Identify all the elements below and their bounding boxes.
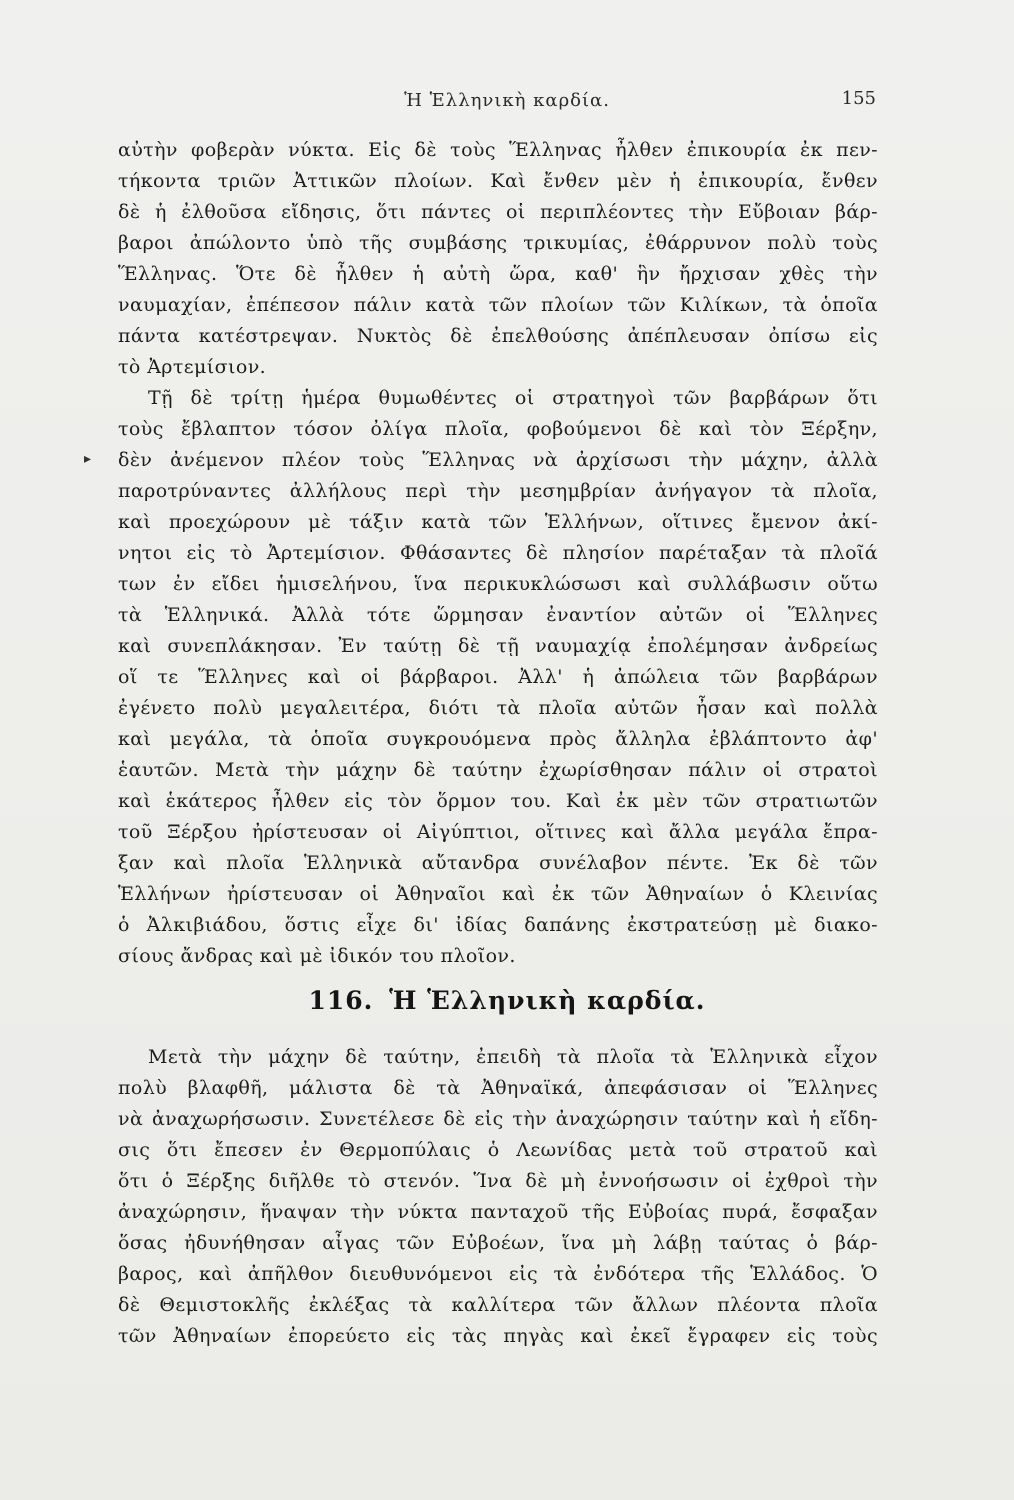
text-line: ὅτι ὁ Ξέρξης διῆλθε τὸ στενόν. Ἵνα δὲ μὴ ἐννοήσωσιν οἱ ἐχθροὶ τὴν — [118, 1170, 878, 1192]
text-block-after-section — [118, 1042, 878, 1352]
text-line: τήκοντα τριῶν Ἀττικῶν πλοίων. Καὶ ἔνθεν μὲν ἡ ἐπικουρία, ἔνθεν — [118, 170, 878, 192]
text-line: δὲν ἀνέμενον πλέον τοὺς Ἕλληνας νὰ ἀρχίσωσι τὴν μάχην, ἀλλὰ — [118, 449, 878, 471]
text-line: οἵ τε Ἕλληνες καὶ οἱ βάρβαροι. Ἀλλ' ἡ ἀπώλεια τῶν βαρβάρων — [118, 666, 878, 688]
text-line: δὲ Θεμιστοκλῆς ἐκλέξας τὰ καλλίτερα τῶν ἄλλων πλέοντα πλοῖα — [118, 1294, 878, 1316]
text-line: σις ὅτι ἔπεσεν ἐν Θερμοπύλαις ὁ Λεωνίδας μετὰ τοῦ στρατοῦ καὶ — [118, 1139, 878, 1161]
text-line: ξαν καὶ πλοῖα Ἑλληνικὰ αὔτανδρα συνέλαβον πέντε. Ἐκ δὲ τῶν — [118, 852, 878, 874]
text-block-before-section — [118, 135, 878, 972]
text-line: παροτρύναντες ἀλλήλους περὶ τὴν μεσημβρίαν ἀνήγαγον τὰ πλοῖα, — [118, 480, 878, 502]
text-line: Μετὰ τὴν μάχην δὲ ταύτην, ἐπειδὴ τὰ πλοῖα τὰ Ἑλληνικὰ εἶχον — [148, 1046, 878, 1068]
text-line: βαροι ἀπώλοντο ὑπὸ τῆς συμβάσης τρικυμίας, ἐθάρρυνον πολὺ τοὺς — [118, 232, 878, 254]
text-line: ὅσας ἠδυνήθησαν αἶγας τῶν Εὐβοέων, ἵνα μὴ λάβῃ ταύτας ὁ βάρ- — [118, 1232, 878, 1254]
text-line: τῶν Ἀθηναίων ἐπορεύετο εἰς τὰς πηγὰς καὶ ἐκεῖ ἔγραφεν εἰς τοὺς — [118, 1325, 878, 1347]
text-line: τοὺς ἔβλαπτον τόσον ὀλίγα πλοῖα, φοβούμενοι δὲ καὶ τὸν Ξέρξην, — [118, 418, 878, 440]
text-line: ναυμαχίαν, ἐπέπεσον πάλιν κατὰ τῶν πλοίων τῶν Κιλίκων, τὰ ὁποῖα — [118, 294, 878, 316]
text-line: ἀναχώρησιν, ἥναψαν τὴν νύκτα πανταχοῦ τῆς Εὐβοίας πυρά, ἔσφαξαν — [118, 1201, 878, 1223]
text-line: Τῇ δὲ τρίτῃ ἡμέρα θυμωθέντες οἱ στρατηγοὶ τῶν βαρβάρων ὅτι — [148, 387, 878, 409]
text-line: τοῦ Ξέρξου ἠρίστευσαν οἱ Αἰγύπτιοι, οἵτινες καὶ ἄλλα μεγάλα ἔπρα- — [118, 821, 878, 843]
text-line: δὲ ἡ ἐλθοῦσα εἴδησις, ὅτι πάντες οἱ περιπλέοντες τὴν Εὔβοιαν βάρ- — [118, 201, 878, 223]
text-line: καὶ συνεπλάκησαν. Ἐν ταύτῃ δὲ τῇ ναυμαχίᾳ ἐπολέμησαν ἀνδρείως — [118, 635, 878, 657]
running-head — [0, 90, 1014, 118]
section-heading — [0, 986, 1014, 1015]
text-line: νητοι εἰς τὸ Ἀρτεμίσιον. Φθάσαντες δὲ πλησίον παρέταξαν τὰ πλοῖά — [118, 542, 878, 564]
text-line: καὶ προεχώρουν μὲ τάξιν κατὰ τῶν Ἑλλήνων, οἵτινες ἔμενον ἀκί- — [118, 511, 878, 533]
text-line: πάντα κατέστρεψαν. Νυκτὸς δὲ ἐπελθούσης ἀπέπλευσαν ὀπίσω εἰς — [118, 325, 878, 347]
page-number: 155 — [841, 88, 876, 109]
text-line: σίους ἄνδρας καὶ μὲ ἰδικόν του πλοῖον. — [118, 945, 516, 967]
margin-mark: ▸ — [84, 451, 92, 467]
text-line: τὸ Ἀρτεμίσιον. — [118, 356, 267, 378]
text-line: νὰ ἀναχωρήσωσιν. Συνετέλεσε δὲ εἰς τὴν ἀναχώρησιν ταύτην καὶ ἡ εἴδη- — [118, 1108, 878, 1130]
text-line: Ἑλλήνων ἠρίστευσαν οἱ Ἀθηναῖοι καὶ ἐκ τῶν Ἀθηναίων ὁ Κλεινίας — [118, 883, 878, 905]
text-line: ἐγένετο πολὺ μεγαλειτέρα, διότι τὰ πλοῖα αὐτῶν ἦσαν καὶ πολλὰ — [118, 697, 878, 719]
text-line: ἑαυτῶν. Μετὰ τὴν μάχην δὲ ταύτην ἐχωρίσθησαν πάλιν οἱ στρατοὶ — [118, 759, 878, 781]
text-line: των ἐν εἴδει ἡμισελήνου, ἵνα περικυκλώσωσι καὶ συλλάβωσιν οὕτω — [118, 573, 878, 595]
text-line: αὐτὴν φοβερὰν νύκτα. Εἰς δὲ τοὺς Ἕλληνας ἦλθεν ἐπικουρία ἐκ πεν- — [118, 139, 878, 161]
text-line: Ἕλληνας. Ὅτε δὲ ἦλθεν ἡ αὐτὴ ὥρα, καθ' ἣν ἤρχισαν χθὲς τὴν — [118, 263, 878, 285]
text-line: καὶ μεγάλα, τὰ ὁποῖα συγκρουόμενα πρὸς ἄλληλα ἐβλάπτοντο ἀφ' — [118, 728, 878, 750]
text-line: καὶ ἑκάτερος ἦλθεν εἰς τὸν ὅρμον του. Καὶ ἐκ μὲν τῶν στρατιωτῶν — [118, 790, 878, 812]
running-title: Ἡ Ἑλληνικὴ καρδία. — [404, 90, 610, 111]
text-line: βαρος, καὶ ἀπῆλθον διευθυνόμενοι εἰς τὰ ἐνδότερα τῆς Ἑλλάδος. Ὁ — [118, 1263, 878, 1285]
section-number: 116. — [308, 986, 374, 1015]
text-line: ὁ Ἀλκιβιάδου, ὅστις εἶχε δι' ἰδίας δαπάνης ἐκστρατεύσῃ μὲ διακο- — [118, 914, 878, 936]
text-line: τὰ Ἑλληνικά. Ἀλλὰ τότε ὥρμησαν ἐναντίον αὐτῶν οἱ Ἕλληνες — [118, 604, 878, 626]
text-line: πολὺ βλαφθῆ, μάλιστα δὲ τὰ Ἀθηναϊκά, ἀπεφάσισαν οἱ Ἕλληνες — [118, 1077, 878, 1099]
section-title: Ἡ Ἑλληνικὴ καρδία. — [389, 986, 706, 1015]
